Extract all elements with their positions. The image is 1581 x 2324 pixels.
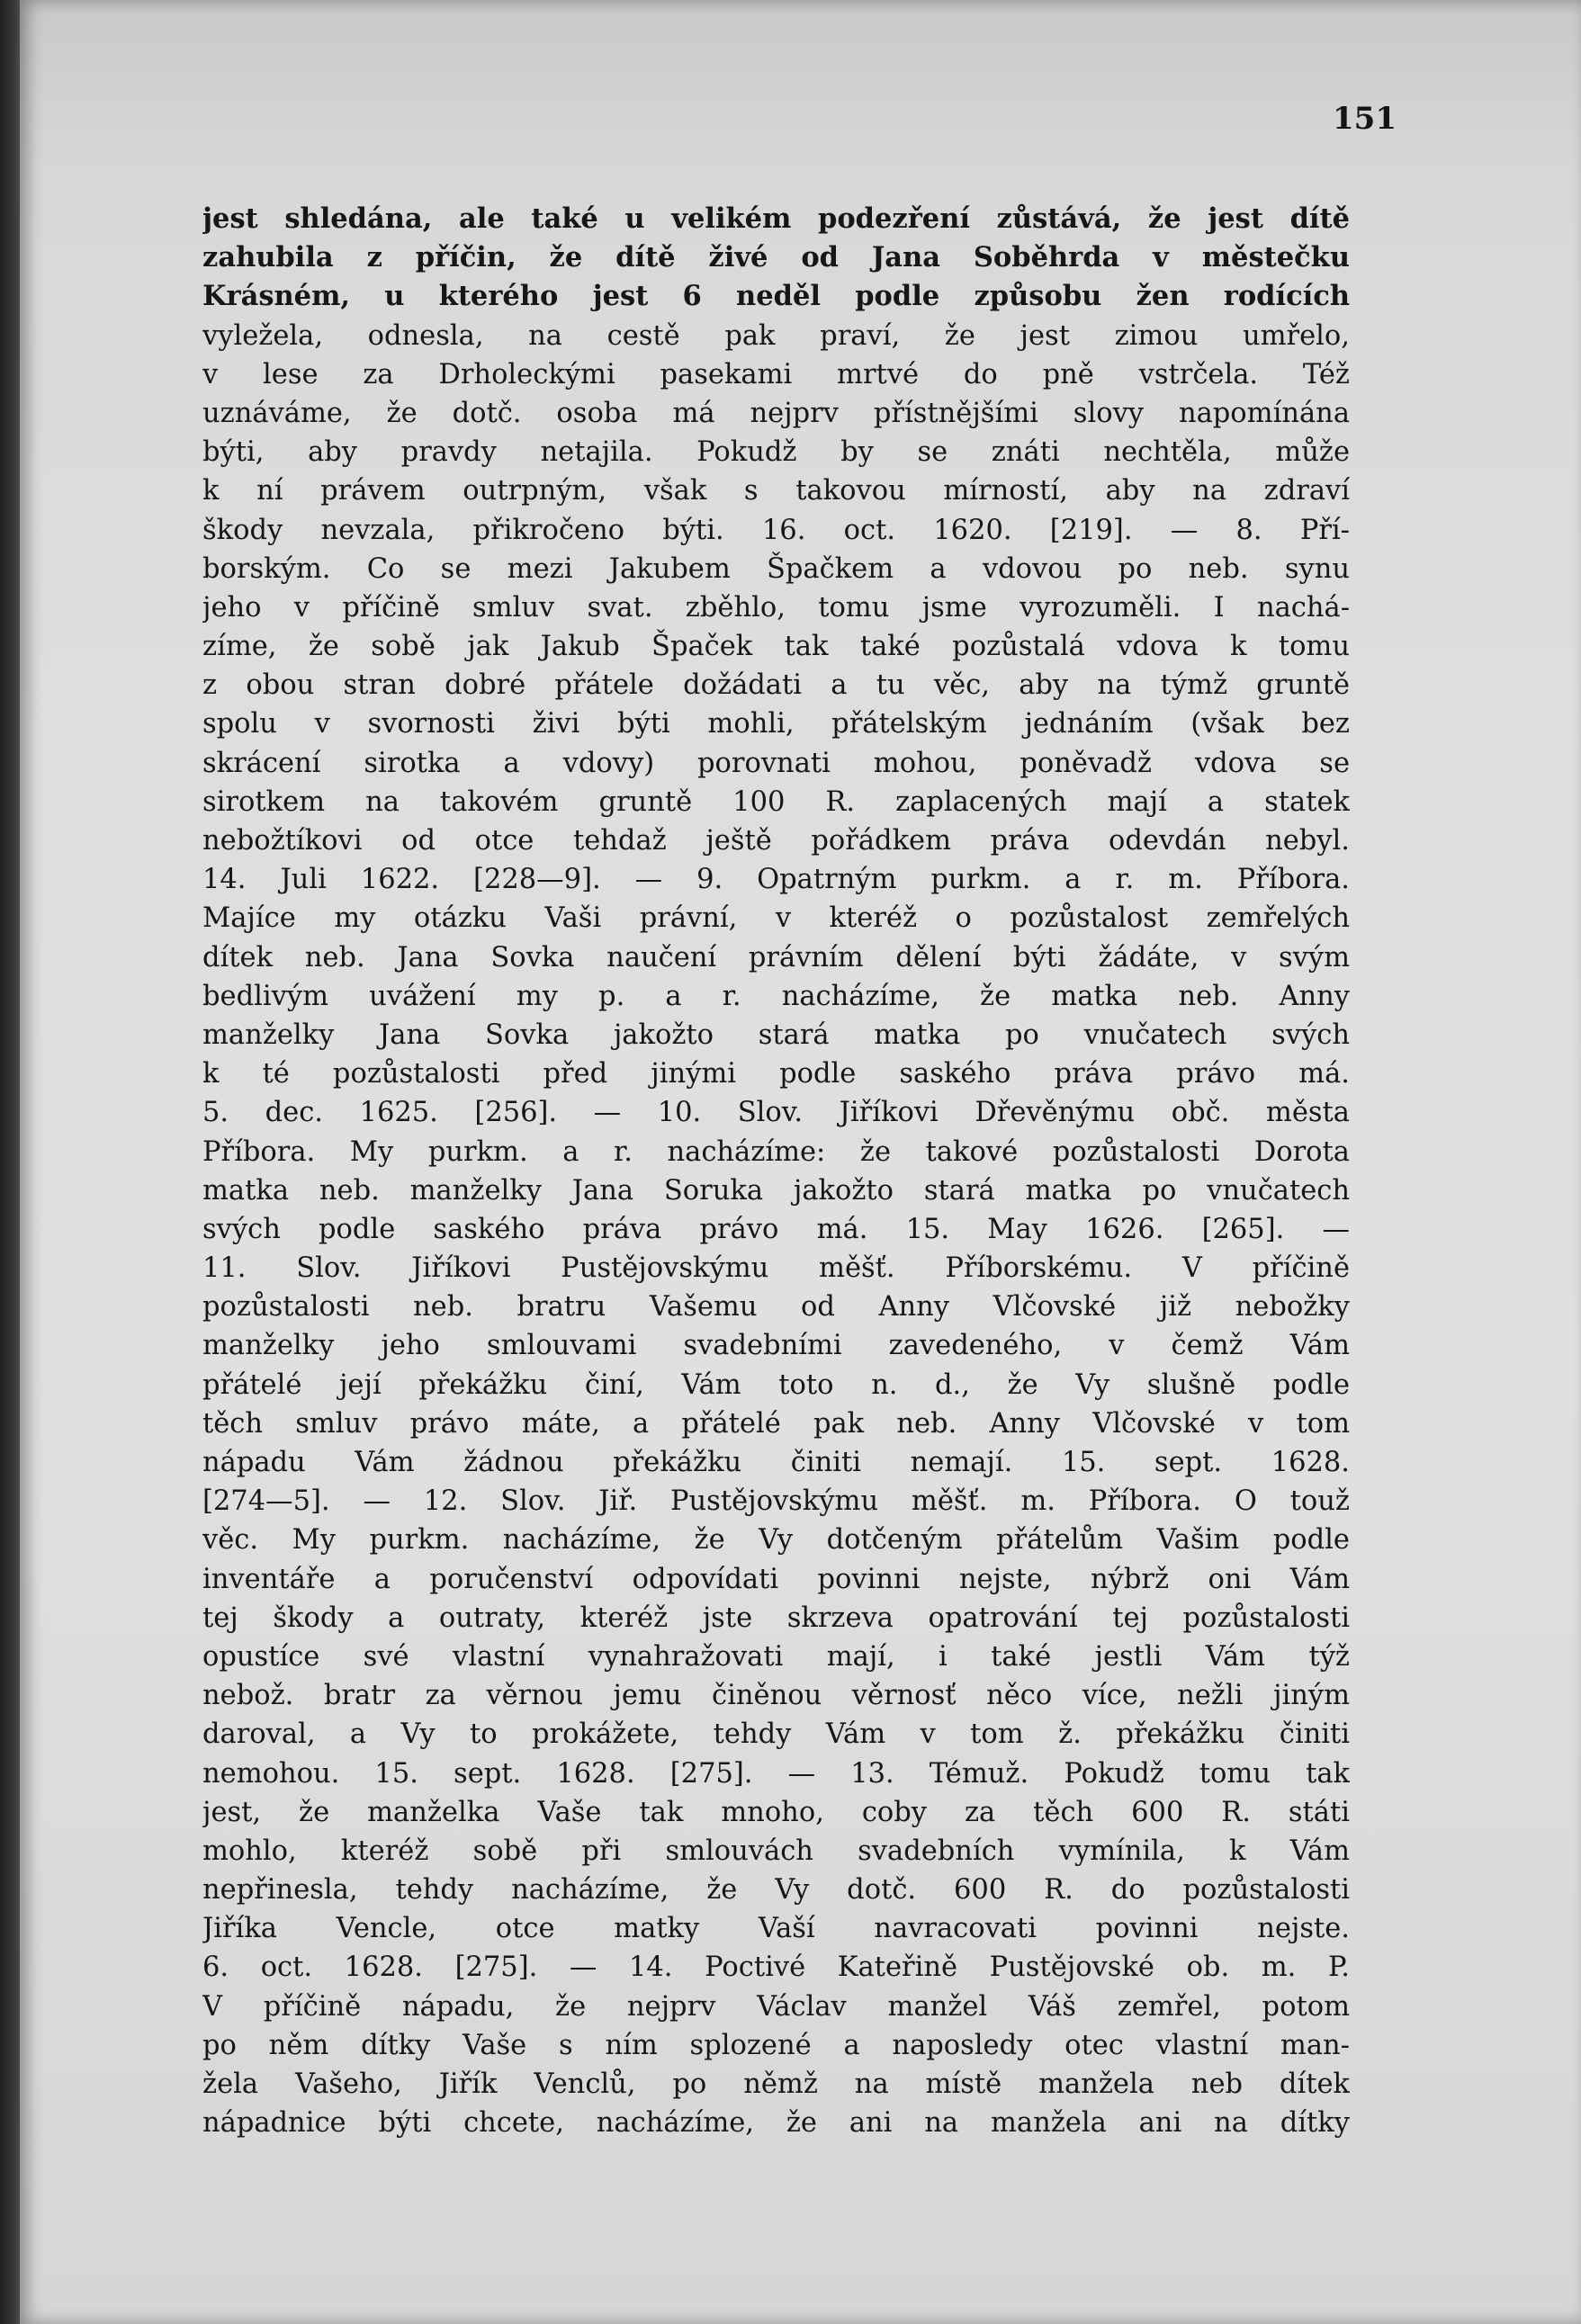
text-line: přátelé její překážku činí, Vám toto n. d., že Vy slušně podle bbox=[202, 1368, 1350, 1401]
text-line: z obou stran dobré přátele dožádati a tu věc, aby na týmž gruntě bbox=[202, 669, 1350, 702]
text-line: nepřinesla, tehdy nacházíme, že Vy dotč. 600 R. do pozůstalosti bbox=[202, 1874, 1350, 1907]
text-line: 6. oct. 1628. [275]. — 14. Poctivé Kateřině Pustějovské ob. m. P. bbox=[202, 1952, 1350, 1984]
text-line: skrácení sirotka a vdovy) porovnati mohou, poněvadž vdova se bbox=[202, 747, 1350, 779]
text-line: těch smluv právo máte, a přátelé pak neb. Anny Vlčovské v tom bbox=[202, 1407, 1350, 1440]
text-line: manželky jeho smlouvami svadebními zavedeného, v čemž Vám bbox=[202, 1330, 1350, 1362]
text-line: v lese za Drholeckými pasekami mrtvé do pně vstrčela. Též bbox=[202, 358, 1350, 390]
text-line: 5. dec. 1625. [256]. — 10. Slov. Jiříkovi Dřevěnýmu obč. města bbox=[202, 1097, 1350, 1129]
text-line: býti, aby pravdy netajila. Pokudž by se znáti nechtěla, může bbox=[202, 436, 1350, 469]
text-line: 14. Juli 1622. [228—9]. — 9. Opatrným purkm. a r. m. Příbora. bbox=[202, 864, 1350, 896]
text-line: škody nevzala, přikročeno býti. 16. oct. 1620. [219]. — 8. Pří- bbox=[202, 514, 1350, 546]
text-line: V příčině nápadu, že nejprv Václav manžel Váš zemřel, potom bbox=[202, 1990, 1350, 2023]
text-line: [274—5]. — 12. Slov. Jiř. Pustějovskýmu měšť. m. Příbora. O touž bbox=[202, 1485, 1350, 1518]
text-line: Příbora. My purkm. a r. nacházíme: že takové pozůstalosti Dorota bbox=[202, 1135, 1350, 1168]
text-line: nebož. bratr za věrnou jemu činěnou věrnosť něco více, nežli jiným bbox=[202, 1680, 1350, 1712]
text-line: Majíce my otázku Vaši právní, v kteréž o pozůstalost zemřelých bbox=[202, 902, 1350, 935]
page-number: 151 bbox=[1333, 101, 1397, 137]
text-line: k té pozůstalosti před jinými podle saského práva právo má. bbox=[202, 1058, 1350, 1090]
text-line: pozůstalosti neb. bratru Vašemu od Anny Vlčovské již nebožky bbox=[202, 1291, 1350, 1324]
text-line: Jiříka Vencle, otce matky Vaší navracovati povinni nejste. bbox=[202, 1913, 1350, 1945]
text-line: nemohou. 15. sept. 1628. [275]. — 13. Témuž. Pokudž tomu tak bbox=[202, 1757, 1350, 1790]
text-line: manželky Jana Sovka jakožto stará matka po vnučatech svých bbox=[202, 1018, 1350, 1051]
text-line: borským. Co se mezi Jakubem Špačkem a vdovou po neb. synu bbox=[202, 552, 1350, 585]
text-line: Krásném, u kterého jest 6 neděl podle způsobu žen rodících bbox=[202, 280, 1350, 313]
text-line: matka neb. manželky Jana Soruka jakožto stará matka po vnučatech bbox=[202, 1174, 1350, 1207]
text-line: jest shledána, ale také u velikém podezření zůstává, že jest dítě bbox=[202, 202, 1350, 235]
text-line: jest, že manželka Vaše tak mnoho, coby za těch 600 R. státi bbox=[202, 1796, 1350, 1828]
text-line: opustíce své vlastní vynahražovati mají, i také jestli Vám týž bbox=[202, 1640, 1350, 1673]
text-line: jeho v příčině smluv svat. zběhlo, tomu jsme vyrozuměli. I nachá- bbox=[202, 591, 1350, 624]
text-line: vyležela, odnesla, na cestě pak praví, že jest zimou umřelo, bbox=[202, 319, 1350, 352]
text-line: daroval, a Vy to prokážete, tehdy Vám v tom ž. překážku činiti bbox=[202, 1718, 1350, 1751]
text-line: sirotkem na takovém gruntě 100 R. zaplacených mají a statek bbox=[202, 785, 1350, 818]
text-line: uznáváme, že dotč. osoba má nejprv přístnějšími slovy napomínána bbox=[202, 397, 1350, 429]
text-line: věc. My purkm. nacházíme, že Vy dotčeným přátelům Vašim podle bbox=[202, 1524, 1350, 1557]
text-line: k ní právem outrpným, však s takovou mírností, aby na zdraví bbox=[202, 475, 1350, 507]
text-line: 11. Slov. Jiříkovi Pustějovskýmu měšť. Příborskému. V příčině bbox=[202, 1252, 1350, 1285]
text-line: po něm dítky Vaše s ním splozené a naposledy otec vlastní man- bbox=[202, 2029, 1350, 2061]
text-line: bedlivým uvážení my p. a r. nacházíme, že matka neb. Anny bbox=[202, 980, 1350, 1012]
body-text bbox=[202, 200, 1350, 2142]
text-line: tej škody a outraty, kteréž jste skrzeva opatrování tej pozůstalosti bbox=[202, 1602, 1350, 1634]
text-line: svých podle saského práva právo má. 15. May 1626. [265]. — bbox=[202, 1213, 1350, 1245]
text-line: spolu v svornosti živi býti mohli, přátelským jednáním (však bez bbox=[202, 708, 1350, 740]
text-line: nápadnice býti chcete, nacházíme, že ani na manžela ani na dítky bbox=[202, 2107, 1350, 2140]
text-line: mohlo, kteréž sobě při smlouvách svadebních vymínila, k Vám bbox=[202, 1835, 1350, 1867]
text-line: nápadu Vám žádnou překážku činiti nemají. 15. sept. 1628. bbox=[202, 1447, 1350, 1478]
text-line: dítek neb. Jana Sovka naučení právním dělení býti žádáte, v svým bbox=[202, 941, 1350, 974]
text-line: zahubila z příčin, že dítě živé od Jana Soběhrda v městečku bbox=[202, 241, 1350, 274]
text-line: nebožtíkovi od otce tehdaž ještě pořádkem práva odevdán nebyl. bbox=[202, 825, 1350, 857]
text-line: žela Vašeho, Jiřík Venclů, po němž na místě manžela neb dítek bbox=[202, 2068, 1350, 2100]
text-line: inventáře a poručenství odpovídati povinni nejste, nýbrž oni Vám bbox=[202, 1563, 1350, 1595]
text-line: zíme, že sobě jak Jakub Špaček tak také pozůstalá vdova k tomu bbox=[202, 631, 1350, 663]
